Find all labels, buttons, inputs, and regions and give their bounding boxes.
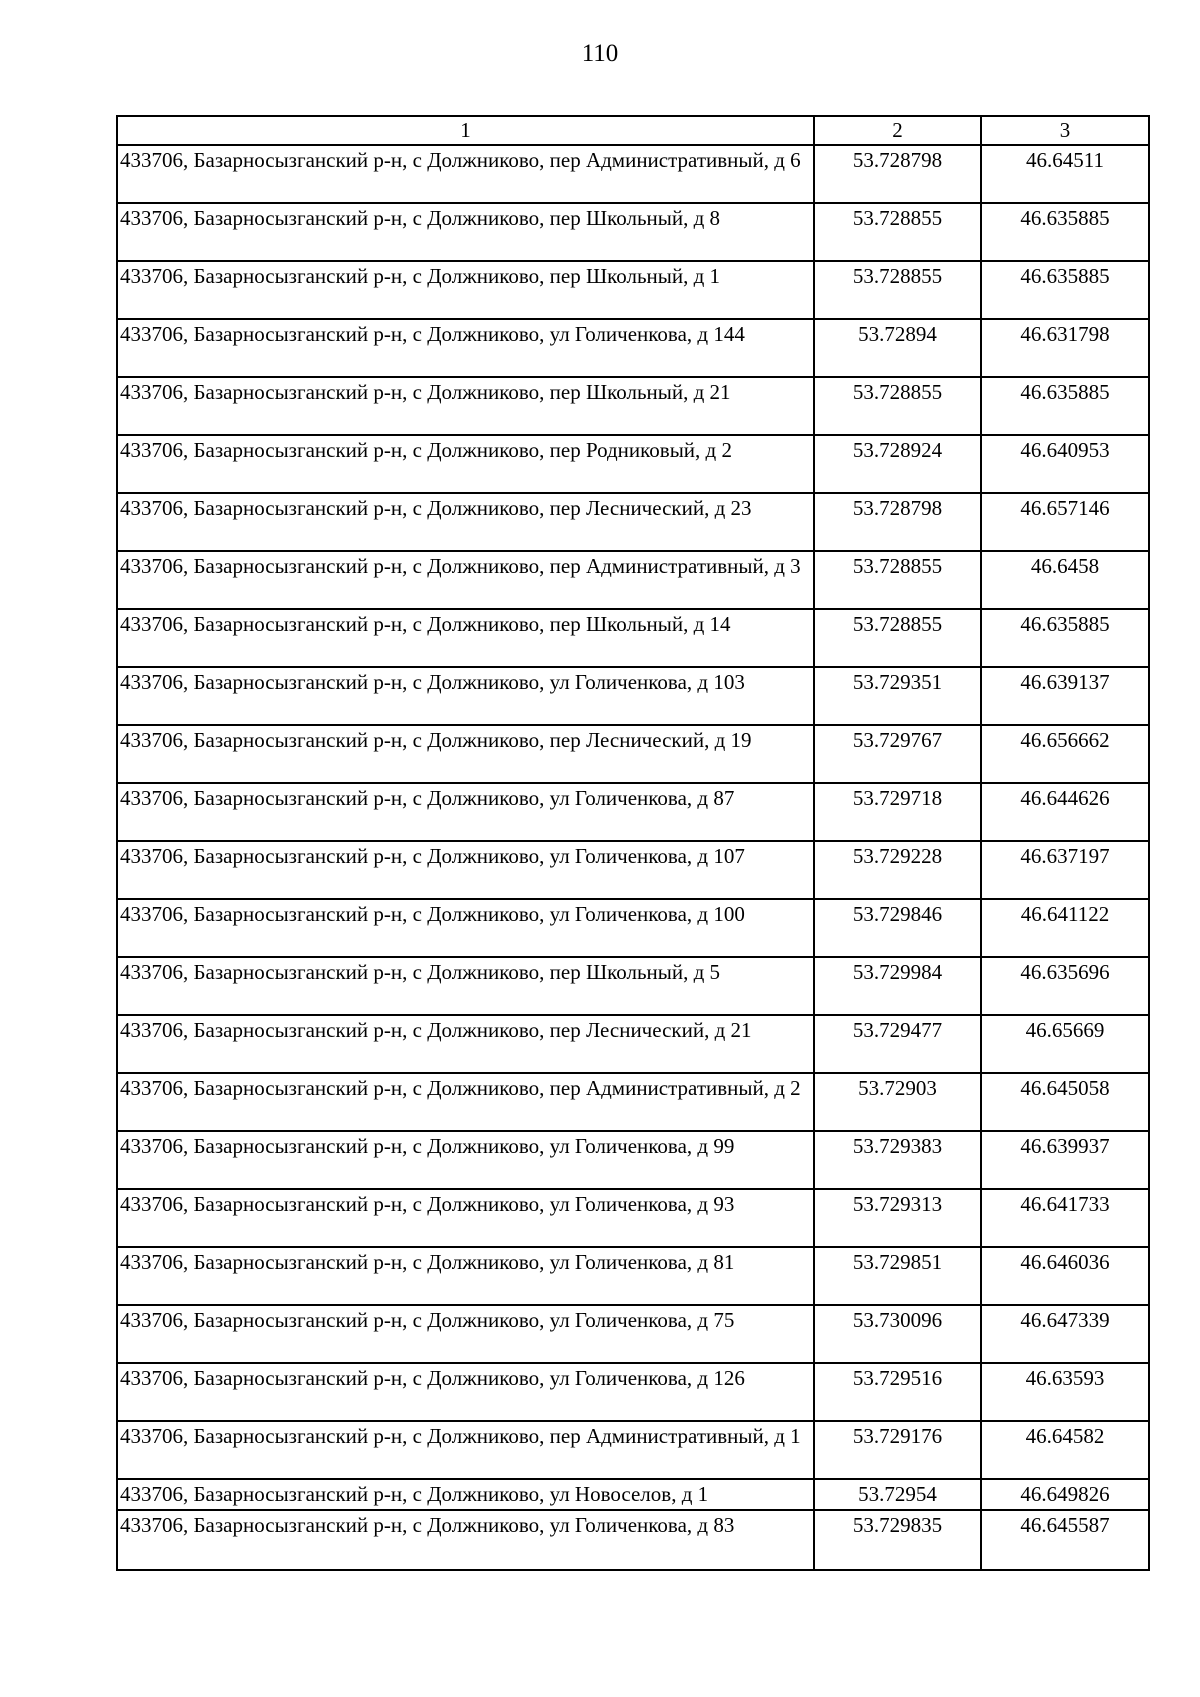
table-row bbox=[117, 493, 1149, 551]
address-cell: 433706, Базарносызганский р-н, с Должниково, пер Родниковый, д 2 bbox=[117, 435, 814, 493]
latitude-cell: 53.72894 bbox=[814, 319, 981, 377]
table-row bbox=[117, 435, 1149, 493]
table-row bbox=[117, 145, 1149, 203]
latitude-cell: 53.730096 bbox=[814, 1305, 981, 1363]
column-header-2: 2 bbox=[814, 116, 981, 145]
address-cell: 433706, Базарносызганский р-н, с Должниково, ул Голиченкова, д 81 bbox=[117, 1247, 814, 1305]
longitude-cell: 46.645587 bbox=[981, 1510, 1149, 1570]
table-row bbox=[117, 551, 1149, 609]
address-cell: 433706, Базарносызганский р-н, с Должниково, ул Голиченкова, д 100 bbox=[117, 899, 814, 957]
latitude-cell: 53.72954 bbox=[814, 1479, 981, 1510]
address-cell: 433706, Базарносызганский р-н, с Должниково, пер Административный, д 1 bbox=[117, 1421, 814, 1479]
latitude-cell: 53.728855 bbox=[814, 551, 981, 609]
address-cell: 433706, Базарносызганский р-н, с Должниково, пер Административный, д 2 bbox=[117, 1073, 814, 1131]
column-header-3: 3 bbox=[981, 116, 1149, 145]
latitude-cell: 53.72903 bbox=[814, 1073, 981, 1131]
address-cell: 433706, Базарносызганский р-н, с Должниково, ул Голиченкова, д 93 bbox=[117, 1189, 814, 1247]
latitude-cell: 53.728855 bbox=[814, 377, 981, 435]
longitude-cell: 46.641733 bbox=[981, 1189, 1149, 1247]
table-row bbox=[117, 1363, 1149, 1421]
longitude-cell: 46.6458 bbox=[981, 551, 1149, 609]
longitude-cell: 46.640953 bbox=[981, 435, 1149, 493]
address-cell: 433706, Базарносызганский р-н, с Должниково, пер Леснический, д 21 bbox=[117, 1015, 814, 1073]
longitude-cell: 46.63593 bbox=[981, 1363, 1149, 1421]
address-cell: 433706, Базарносызганский р-н, с Должниково, ул Голиченкова, д 103 bbox=[117, 667, 814, 725]
latitude-cell: 53.729846 bbox=[814, 899, 981, 957]
longitude-cell: 46.635885 bbox=[981, 261, 1149, 319]
longitude-cell: 46.635885 bbox=[981, 203, 1149, 261]
table-row bbox=[117, 957, 1149, 1015]
longitude-cell: 46.649826 bbox=[981, 1479, 1149, 1510]
address-cell: 433706, Базарносызганский р-н, с Должниково, пер Школьный, д 8 bbox=[117, 203, 814, 261]
address-cell: 433706, Базарносызганский р-н, с Должниково, ул Голиченкова, д 107 bbox=[117, 841, 814, 899]
longitude-cell: 46.647339 bbox=[981, 1305, 1149, 1363]
table-row bbox=[117, 783, 1149, 841]
table-row bbox=[117, 667, 1149, 725]
longitude-cell: 46.644626 bbox=[981, 783, 1149, 841]
latitude-cell: 53.729176 bbox=[814, 1421, 981, 1479]
table-row bbox=[117, 319, 1149, 377]
longitude-cell: 46.656662 bbox=[981, 725, 1149, 783]
address-cell: 433706, Базарносызганский р-н, с Должниково, пер Административный, д 6 bbox=[117, 145, 814, 203]
latitude-cell: 53.729851 bbox=[814, 1247, 981, 1305]
address-cell: 433706, Базарносызганский р-н, с Должниково, пер Школьный, д 5 bbox=[117, 957, 814, 1015]
address-cell: 433706, Базарносызганский р-н, с Должниково, пер Административный, д 3 bbox=[117, 551, 814, 609]
address-cell: 433706, Базарносызганский р-н, с Должниково, ул Голиченкова, д 144 bbox=[117, 319, 814, 377]
longitude-cell: 46.635885 bbox=[981, 609, 1149, 667]
table-row bbox=[117, 899, 1149, 957]
latitude-cell: 53.729351 bbox=[814, 667, 981, 725]
latitude-cell: 53.729383 bbox=[814, 1131, 981, 1189]
latitude-cell: 53.729516 bbox=[814, 1363, 981, 1421]
longitude-cell: 46.65669 bbox=[981, 1015, 1149, 1073]
table-row bbox=[117, 1305, 1149, 1363]
table-row bbox=[117, 1247, 1149, 1305]
latitude-cell: 53.728924 bbox=[814, 435, 981, 493]
longitude-cell: 46.639937 bbox=[981, 1131, 1149, 1189]
table-row bbox=[117, 1131, 1149, 1189]
table-row bbox=[117, 1510, 1149, 1570]
latitude-cell: 53.729767 bbox=[814, 725, 981, 783]
address-cell: 433706, Базарносызганский р-н, с Должниково, пер Леснический, д 19 bbox=[117, 725, 814, 783]
address-cell: 433706, Базарносызганский р-н, с Должниково, пер Школьный, д 1 bbox=[117, 261, 814, 319]
longitude-cell: 46.631798 bbox=[981, 319, 1149, 377]
table-row bbox=[117, 203, 1149, 261]
address-cell: 433706, Базарносызганский р-н, с Должниково, пер Школьный, д 14 bbox=[117, 609, 814, 667]
latitude-cell: 53.729313 bbox=[814, 1189, 981, 1247]
table-row bbox=[117, 841, 1149, 899]
table-row bbox=[117, 261, 1149, 319]
page-number: 110 bbox=[581, 40, 619, 67]
latitude-cell: 53.729718 bbox=[814, 783, 981, 841]
address-cell: 433706, Базарносызганский р-н, с Должниково, пер Леснический, д 23 bbox=[117, 493, 814, 551]
latitude-cell: 53.729984 bbox=[814, 957, 981, 1015]
table-row bbox=[117, 1015, 1149, 1073]
table-row bbox=[117, 377, 1149, 435]
latitude-cell: 53.728855 bbox=[814, 609, 981, 667]
address-cell: 433706, Базарносызганский р-н, с Должниково, ул Голиченкова, д 126 bbox=[117, 1363, 814, 1421]
longitude-cell: 46.637197 bbox=[981, 841, 1149, 899]
table-row bbox=[117, 1189, 1149, 1247]
latitude-cell: 53.728798 bbox=[814, 145, 981, 203]
address-cell: 433706, Базарносызганский р-н, с Должниково, ул Новоселов, д 1 bbox=[117, 1479, 814, 1510]
longitude-cell: 46.635885 bbox=[981, 377, 1149, 435]
address-cell: 433706, Базарносызганский р-н, с Должниково, ул Голиченкова, д 87 bbox=[117, 783, 814, 841]
longitude-cell: 46.639137 bbox=[981, 667, 1149, 725]
latitude-cell: 53.729477 bbox=[814, 1015, 981, 1073]
longitude-cell: 46.64582 bbox=[981, 1421, 1149, 1479]
address-table-body bbox=[117, 116, 1149, 1570]
longitude-cell: 46.635696 bbox=[981, 957, 1149, 1015]
longitude-cell: 46.646036 bbox=[981, 1247, 1149, 1305]
address-cell: 433706, Базарносызганский р-н, с Должниково, ул Голиченкова, д 83 bbox=[117, 1510, 814, 1570]
latitude-cell: 53.728798 bbox=[814, 493, 981, 551]
table-row bbox=[117, 1421, 1149, 1479]
table-row bbox=[117, 609, 1149, 667]
latitude-cell: 53.729228 bbox=[814, 841, 981, 899]
longitude-cell: 46.641122 bbox=[981, 899, 1149, 957]
address-cell: 433706, Базарносызганский р-н, с Должниково, ул Голиченкова, д 99 bbox=[117, 1131, 814, 1189]
address-cell: 433706, Базарносызганский р-н, с Должниково, ул Голиченкова, д 75 bbox=[117, 1305, 814, 1363]
address-table bbox=[116, 115, 1150, 1571]
table-row bbox=[117, 1479, 1149, 1510]
longitude-cell: 46.64511 bbox=[981, 145, 1149, 203]
table-header-row bbox=[117, 116, 1149, 145]
table-row bbox=[117, 725, 1149, 783]
latitude-cell: 53.728855 bbox=[814, 203, 981, 261]
address-cell: 433706, Базарносызганский р-н, с Должниково, пер Школьный, д 21 bbox=[117, 377, 814, 435]
longitude-cell: 46.657146 bbox=[981, 493, 1149, 551]
column-header-1: 1 bbox=[117, 116, 814, 145]
table-row bbox=[117, 1073, 1149, 1131]
latitude-cell: 53.728855 bbox=[814, 261, 981, 319]
latitude-cell: 53.729835 bbox=[814, 1510, 981, 1570]
longitude-cell: 46.645058 bbox=[981, 1073, 1149, 1131]
